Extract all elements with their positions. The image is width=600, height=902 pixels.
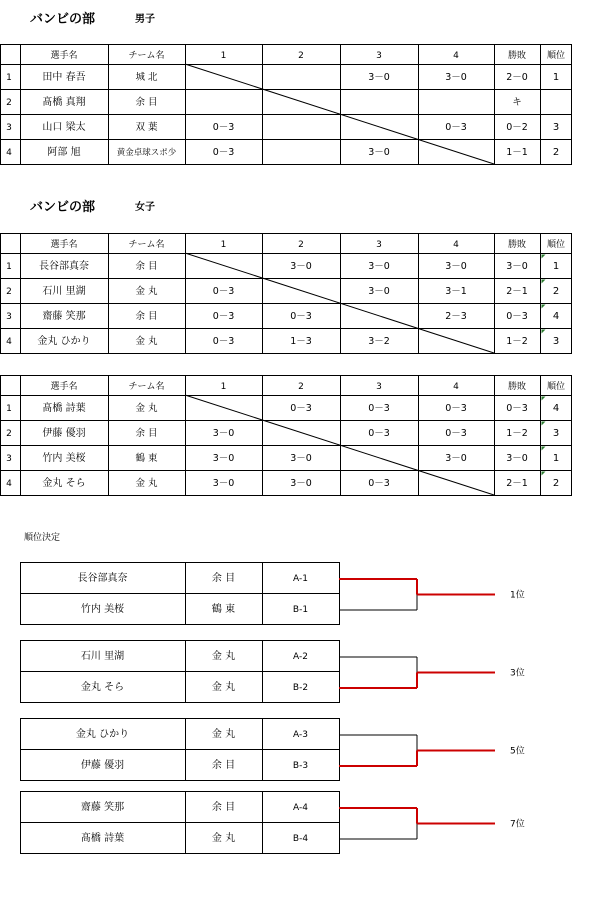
rank: 2 <box>552 147 560 158</box>
player-name: 長谷部真奈 <box>39 261 89 272</box>
bracket-seed: A-2 <box>293 652 308 662</box>
match-score: 3－0 <box>368 147 390 158</box>
team-name: 金 丸 <box>135 336 158 347</box>
player-name: 田中 春吾 <box>42 72 86 83</box>
cell-note-mark <box>542 255 546 259</box>
rank: 3 <box>552 336 560 347</box>
win-loss: 0－3 <box>506 311 528 322</box>
league-table-boys <box>0 44 600 170</box>
column-header: 2 <box>298 382 304 392</box>
placement-label: 5位 <box>510 746 525 757</box>
bracket-seed: A-1 <box>293 574 308 584</box>
row-number: 2 <box>6 429 12 439</box>
match-score: 3－0 <box>368 261 390 272</box>
bracket-team-name: 余 目 <box>211 760 236 771</box>
team-name: 城 北 <box>135 72 158 83</box>
win-loss: 3－0 <box>506 453 528 464</box>
rank: 1 <box>552 261 560 272</box>
column-header: 勝敗 <box>507 240 527 250</box>
bracket-seed: A-3 <box>293 730 308 740</box>
cell-note-mark <box>542 397 546 401</box>
match-score: 3－0 <box>445 453 467 464</box>
win-loss: 1－2 <box>506 428 528 439</box>
cell-note-mark <box>542 472 546 476</box>
placement-label: 7位 <box>510 819 525 830</box>
player-name: 齋藤 笑那 <box>42 311 86 322</box>
match-score: 0－3 <box>368 403 390 414</box>
bracket-player-name: 長谷部真奈 <box>77 573 128 584</box>
cell-note-mark <box>542 305 546 309</box>
team-name: 金 丸 <box>135 478 158 489</box>
row-number: 3 <box>6 454 12 464</box>
column-header: チーム名 <box>128 382 165 392</box>
girls-section-title: バンビの部 <box>30 200 96 215</box>
rank: 2 <box>552 286 560 297</box>
match-score: 0－3 <box>368 478 390 489</box>
column-header: 選手名 <box>50 240 78 250</box>
girls-gender-label: 女子 <box>135 202 155 213</box>
column-header: 順位 <box>546 382 566 392</box>
match-score: 3－0 <box>368 286 390 297</box>
match-score: 0－3 <box>368 428 390 439</box>
placement-label: 3位 <box>510 668 525 679</box>
rank: 3 <box>552 122 560 133</box>
player-name: 金丸 ひかり <box>37 336 91 347</box>
bracket-player-name: 石川 里湖 <box>80 651 125 662</box>
column-header: 1 <box>220 382 227 392</box>
match-score: 3－0 <box>212 478 235 489</box>
bracket-player-name: 齋藤 笑那 <box>80 802 125 813</box>
match-score: 3－2 <box>368 336 390 347</box>
bracket-team-name: 余 目 <box>211 802 236 813</box>
column-header: 選手名 <box>50 382 78 392</box>
row-number: 4 <box>6 479 12 489</box>
cell-note-mark <box>542 280 546 284</box>
column-header: 選手名 <box>50 51 78 61</box>
match-score: 2－3 <box>445 311 467 322</box>
match-score: 0－3 <box>212 147 235 158</box>
column-header: 2 <box>298 240 304 250</box>
player-name: 伊藤 優羽 <box>42 428 86 439</box>
match-score: 0－3 <box>212 336 235 347</box>
team-name: 余 目 <box>135 428 158 439</box>
league-table-girls-a <box>0 233 600 357</box>
bracket-player-name: 金丸 そら <box>80 682 125 693</box>
match-score: 3－0 <box>445 72 467 83</box>
player-name: 竹内 美桜 <box>42 453 86 464</box>
match-score: 0－3 <box>212 122 235 133</box>
row-number: 1 <box>6 262 12 272</box>
bracket-team-name: 金 丸 <box>211 833 236 844</box>
win-loss: 1－2 <box>506 336 528 347</box>
row-number: 1 <box>6 73 12 83</box>
row-number: 3 <box>6 312 12 322</box>
rank: 1 <box>552 72 560 83</box>
row-number: 4 <box>6 148 12 158</box>
player-name: 山口 梁太 <box>42 122 86 133</box>
bracket-seed: B-2 <box>292 683 309 693</box>
column-header: 4 <box>453 382 459 392</box>
team-name: 余 目 <box>135 311 158 322</box>
match-score: 0－3 <box>290 403 312 414</box>
team-name: 鶴 東 <box>135 453 158 464</box>
column-header: チーム名 <box>128 51 165 61</box>
match-score: 3－0 <box>368 72 390 83</box>
boys-section-title: バンビの部 <box>30 12 96 27</box>
bracket-seed: B-3 <box>292 761 309 771</box>
boys-gender-label: 男子 <box>135 14 155 25</box>
column-header: 1 <box>220 240 227 250</box>
bracket-team-name: 金 丸 <box>211 682 236 693</box>
column-header: 4 <box>453 240 459 250</box>
team-name: 余 目 <box>135 97 158 108</box>
row-number: 2 <box>6 287 12 297</box>
column-header: チーム名 <box>128 240 165 250</box>
rank: 1 <box>552 453 560 464</box>
match-score: 3－0 <box>290 453 312 464</box>
player-name: 石川 里湖 <box>42 286 86 297</box>
match-score: 0－3 <box>445 403 467 414</box>
match-score: 0－3 <box>212 286 235 297</box>
bracket-team-name: 金 丸 <box>211 651 236 662</box>
win-loss: 0－3 <box>506 403 528 414</box>
row-number: 4 <box>6 337 12 347</box>
match-score: 3－0 <box>445 261 467 272</box>
win-loss: キ <box>512 97 522 108</box>
player-name: 金丸 そら <box>42 478 86 489</box>
win-loss: 2－0 <box>506 72 528 83</box>
bracket-team-name: 鶴 東 <box>211 604 236 615</box>
row-number: 1 <box>6 404 12 414</box>
placement-label: 1位 <box>510 590 525 601</box>
match-score: 0－3 <box>445 428 467 439</box>
placement-bracket <box>0 558 600 858</box>
cell-note-mark <box>542 447 546 451</box>
column-header: 3 <box>376 240 382 250</box>
cell-note-mark <box>542 422 546 426</box>
column-header: 1 <box>220 51 227 61</box>
rank: 2 <box>552 478 560 489</box>
bracket-team-name: 金 丸 <box>211 729 236 740</box>
team-name: 金 丸 <box>135 403 158 414</box>
column-header: 勝敗 <box>507 51 527 61</box>
column-header: 順位 <box>546 51 566 61</box>
win-loss: 0－2 <box>506 122 528 133</box>
match-score: 3－0 <box>290 478 312 489</box>
team-name: 余 目 <box>135 261 158 272</box>
player-name: 髙橋 真翔 <box>42 97 86 108</box>
column-header: 2 <box>298 51 304 61</box>
match-score: 0－3 <box>445 122 467 133</box>
win-loss: 2－1 <box>506 286 528 297</box>
match-score: 3－1 <box>445 286 467 297</box>
win-loss: 1－1 <box>506 147 528 158</box>
bracket-player-name: 伊藤 優羽 <box>80 760 125 771</box>
win-loss: 3－0 <box>506 261 528 272</box>
column-header: 3 <box>376 382 382 392</box>
rank: 4 <box>552 311 560 322</box>
row-number: 3 <box>6 123 12 133</box>
league-table-girls-b <box>0 375 600 499</box>
rank: 3 <box>552 428 560 439</box>
match-score: 3－0 <box>212 453 235 464</box>
bracket-seed: B-4 <box>292 834 309 844</box>
match-score: 3－0 <box>212 428 235 439</box>
team-name: 金 丸 <box>135 286 158 297</box>
column-header: 4 <box>453 51 459 61</box>
team-name: 黄金卓球スポ少 <box>116 148 177 158</box>
team-name: 双 葉 <box>135 122 158 133</box>
match-score: 0－3 <box>290 311 312 322</box>
player-name: 阿部 旭 <box>47 147 81 158</box>
bracket-seed: A-4 <box>293 803 308 813</box>
cell-note-mark <box>542 330 546 334</box>
row-number: 2 <box>6 98 12 108</box>
bracket-player-name: 髙橋 詩葉 <box>80 833 125 844</box>
match-score: 1－3 <box>290 336 312 347</box>
rank: 4 <box>552 403 560 414</box>
win-loss: 2－1 <box>506 478 528 489</box>
ranking-section-title: 順位決定 <box>24 533 61 543</box>
column-header: 3 <box>376 51 382 61</box>
bracket-team-name: 余 目 <box>211 573 236 584</box>
match-score: 0－3 <box>212 311 235 322</box>
bracket-player-name: 金丸 ひかり <box>75 729 130 740</box>
column-header: 順位 <box>546 240 566 250</box>
player-name: 髙橋 詩葉 <box>42 403 86 414</box>
column-header: 勝敗 <box>507 382 527 392</box>
match-score: 3－0 <box>290 261 312 272</box>
bracket-player-name: 竹内 美桜 <box>80 604 125 615</box>
bracket-seed: B-1 <box>292 605 309 615</box>
